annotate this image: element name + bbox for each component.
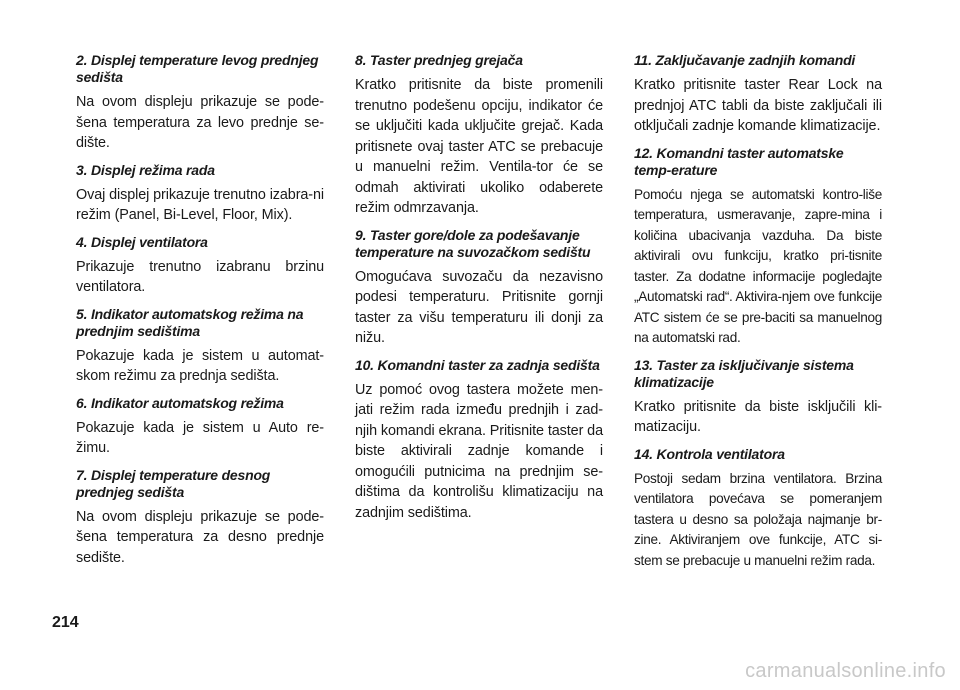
section-body-10: Uz pomoć ovog tastera možete men-jati režim rada između prednjih i zad-njih komandi ekrana. Pritisnite taster da biste aktivirali zadnje komande i omogućili putnicima na prednjim se-dištima da kontrolišu klimatizaciju na zadnjim sedištima. — [355, 381, 603, 521]
section-body-5: Pokazuje kada je sistem u automat-skom režimu za prednja sedišta. — [76, 347, 324, 384]
section-body-12: Pomoću njega se automatski kontro-liše temperatura, usmeravanje, zapre-mina i količina ubacivanja vazduha. Da biste aktivirali ovu funkciju, kratko pri-tisnite taster. Za dodatne informacije pogledajte „Automatski rad“. Aktivira-njem ove funkcije ATC sistem će se pre-baciti sa manuelnog na automatski rad. — [634, 186, 882, 345]
section-body-7: Na ovom displeju prikazuje se pode-šena temperatura za desno prednje sedište. — [76, 508, 324, 566]
column-left — [76, 52, 324, 576]
section-body-8: Kratko pritisnite da biste promenili trenutno podešenu opciju, indikator će se uključiti kada uključite grejač. Kada pritisnete ovaj taster ATC se prebacuje u manuelni režim. Ventila-tor će se odmah aktivirati ukoliko odaberete režim odmrzavanja. — [355, 77, 603, 216]
section-body-6: Pokazuje kada je sistem u Auto re-žimu. — [76, 419, 324, 456]
section-heading-13: 13. Taster za isključivanje sistema klimatizacije — [634, 356, 854, 390]
section-heading-4: 4. Displej ventilatora — [76, 233, 208, 250]
section-body-9: Omogućava suvozaču da nezavisno podesi temperaturu. Pritisnite gornji taster za višu temperaturu ili donji za nižu. — [355, 268, 603, 346]
section-body-14: Postoji sedam brzina ventilatora. Brzina ventilatora povećava se pomeranjem tastera u desno sa položaja najmanje br-zine. Aktiviranjem ove funkcije, ATC si-stem se prebacuje u manuelni režim rada. — [634, 470, 882, 568]
section-heading-6: 6. Indikator automatskog režima — [76, 394, 284, 411]
section-body-11: Kratko pritisnite taster Rear Lock na prednjoj ATC tabli da biste zaključali ili otključali zadnje komande klimatizacije. — [634, 77, 882, 134]
section-heading-10: 10. Komandni taster za zadnja sedišta — [355, 356, 600, 373]
watermark: carmanualsonline.info — [745, 660, 946, 682]
column-middle — [355, 52, 603, 531]
section-body-13: Kratko pritisnite da biste isključili kli-matizaciju. — [634, 398, 882, 435]
section-heading-11: 11. Zaključavanje zadnjih komandi — [634, 52, 856, 68]
page-number: 214 — [52, 614, 79, 631]
column-right — [634, 52, 882, 579]
section-heading-14: 14. Kontrola ventilatora — [634, 445, 785, 462]
section-heading-7: 7. Displej temperature desnog prednjeg sedišta — [76, 466, 271, 500]
section-body-4: Prikazuje trenutno izabranu brzinu ventilatora. — [76, 258, 324, 295]
section-body-3: Ovaj displej prikazuje trenutno izabra-ni režim (Panel, Bi-Level, Floor, Mix). — [76, 186, 324, 223]
section-heading-2: 2. Displej temperature levog prednjeg sedišta — [76, 52, 319, 85]
section-body-2: Na ovom displeju prikazuje se pode-šena temperatura za levo prednje se-dište. — [76, 94, 324, 151]
section-heading-12: 12. Komandni taster automatske temp-erature — [634, 144, 844, 178]
section-heading-5: 5. Indikator automatskog režima na prednjim sedištima — [76, 305, 304, 339]
section-heading-3: 3. Displej režima rada — [76, 161, 215, 178]
section-heading-8: 8. Taster prednjeg grejača — [355, 52, 523, 68]
section-heading-9: 9. Taster gore/dole za podešavanje temperature na suvozačkom sedištu — [355, 226, 591, 260]
